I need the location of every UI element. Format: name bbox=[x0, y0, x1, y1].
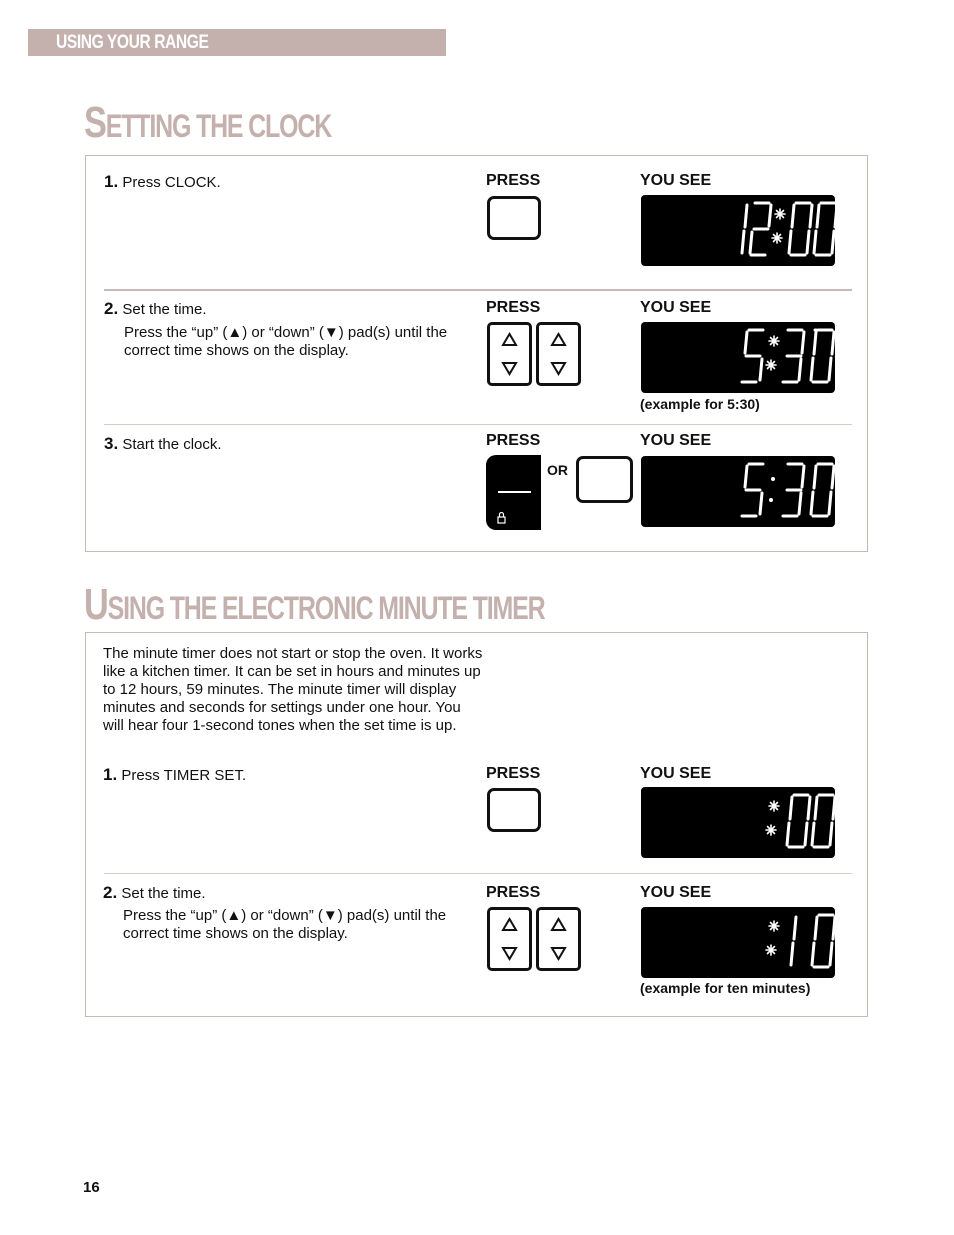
flashing-colon-icon bbox=[766, 801, 779, 835]
clock-step-2-detail: Press the “up” (▲) or “down” (▼) pad(s) until the correct time shows on the display. bbox=[124, 324, 448, 359]
you-see-label: YOU SEE bbox=[640, 299, 712, 316]
display-timer-step-2 bbox=[641, 907, 835, 978]
step-number: 1. bbox=[103, 765, 118, 784]
display-clock-step-3 bbox=[641, 456, 835, 527]
display-clock-step-1 bbox=[641, 195, 835, 266]
step-text: Start the clock. bbox=[122, 436, 222, 453]
step-text: Set the time. bbox=[121, 885, 206, 902]
press-label: PRESS bbox=[486, 172, 541, 189]
you-see-label: YOU SEE bbox=[640, 432, 712, 449]
up-down-arrows-icon bbox=[490, 325, 529, 383]
timer-step-1 bbox=[103, 766, 246, 785]
clock-title-initial: S bbox=[84, 98, 106, 147]
timer-title-initial: U bbox=[84, 580, 108, 629]
or-label: OR bbox=[547, 462, 568, 478]
up-down-arrows-icon bbox=[539, 325, 578, 383]
display-digits-5-30 bbox=[641, 322, 835, 393]
minute-arrow-pad[interactable] bbox=[536, 322, 581, 386]
press-label: PRESS bbox=[486, 884, 541, 901]
display-digits-10 bbox=[641, 907, 835, 978]
step-text: Press TIMER SET. bbox=[121, 767, 247, 784]
press-label: PRESS bbox=[486, 432, 541, 449]
clock-step-3 bbox=[104, 435, 222, 454]
hour-arrow-pad[interactable] bbox=[487, 322, 532, 386]
display-digits-00 bbox=[641, 787, 835, 858]
clock-section-title bbox=[84, 98, 331, 148]
clock-title-rest: ETTING THE CLOCK bbox=[105, 108, 332, 144]
timer-step-2 bbox=[103, 884, 206, 903]
clock-step-2 bbox=[104, 300, 207, 319]
clock-pad[interactable] bbox=[487, 196, 541, 240]
timer-set-pad[interactable] bbox=[487, 788, 541, 832]
flashing-colon-icon bbox=[766, 921, 779, 955]
start-pad[interactable] bbox=[486, 455, 541, 530]
up-down-arrows-icon bbox=[490, 910, 529, 968]
press-label: PRESS bbox=[486, 765, 541, 782]
clock-divider-2 bbox=[104, 424, 852, 425]
clock-divider-1 bbox=[104, 289, 852, 291]
up-down-arrows-icon bbox=[539, 910, 578, 968]
section-band bbox=[28, 29, 446, 56]
minute-arrow-pad[interactable] bbox=[536, 907, 581, 971]
clock-step-1 bbox=[104, 173, 221, 192]
page-number: 16 bbox=[83, 1179, 100, 1196]
timer-step-2-detail: Press the “up” (▲) or “down” (▼) pad(s) until the correct time shows on the display. bbox=[123, 907, 447, 942]
timer-title-rest: SING THE ELECTRONIC MINUTE TIMER bbox=[107, 590, 545, 626]
timer-section-title bbox=[84, 580, 544, 630]
display-timer-step-1 bbox=[641, 787, 835, 858]
hour-arrow-pad[interactable] bbox=[487, 907, 532, 971]
display-digits-5-30-steady bbox=[641, 456, 835, 527]
step-number: 2. bbox=[104, 299, 119, 318]
up-down-pads bbox=[487, 322, 583, 386]
timer-divider-1 bbox=[104, 873, 852, 874]
step-number: 3. bbox=[104, 434, 119, 453]
example-caption: (example for 5:30) bbox=[640, 396, 760, 412]
you-see-label: YOU SEE bbox=[640, 765, 712, 782]
band-title: USING YOUR RANGE bbox=[56, 32, 209, 53]
up-down-pads bbox=[487, 907, 583, 971]
clock-pad-alt[interactable] bbox=[576, 456, 633, 503]
start-pad-line bbox=[498, 491, 531, 493]
press-label: PRESS bbox=[486, 299, 541, 316]
colon-icon bbox=[769, 477, 775, 502]
you-see-label: YOU SEE bbox=[640, 172, 712, 189]
timer-intro: The minute timer does not start or stop the oven. It works like a kitchen timer. It can be set in hours and minutes up to 12 hours, 59 minutes. The minute timer will display minutes and seconds for settings under one hour. You will hear four 1-second tones when the set time is up. bbox=[103, 645, 483, 734]
you-see-label: YOU SEE bbox=[640, 884, 712, 901]
flashing-colon-icon bbox=[772, 209, 785, 243]
step-text: Set the time. bbox=[122, 301, 207, 318]
step-text: Press CLOCK. bbox=[122, 174, 221, 191]
step-number: 1. bbox=[104, 172, 119, 191]
display-clock-step-2 bbox=[641, 322, 835, 393]
flashing-colon-icon bbox=[766, 336, 779, 370]
lock-icon bbox=[496, 511, 508, 525]
example-caption: (example for ten minutes) bbox=[640, 980, 811, 996]
display-digits-12-00 bbox=[641, 195, 835, 266]
step-number: 2. bbox=[103, 883, 118, 902]
